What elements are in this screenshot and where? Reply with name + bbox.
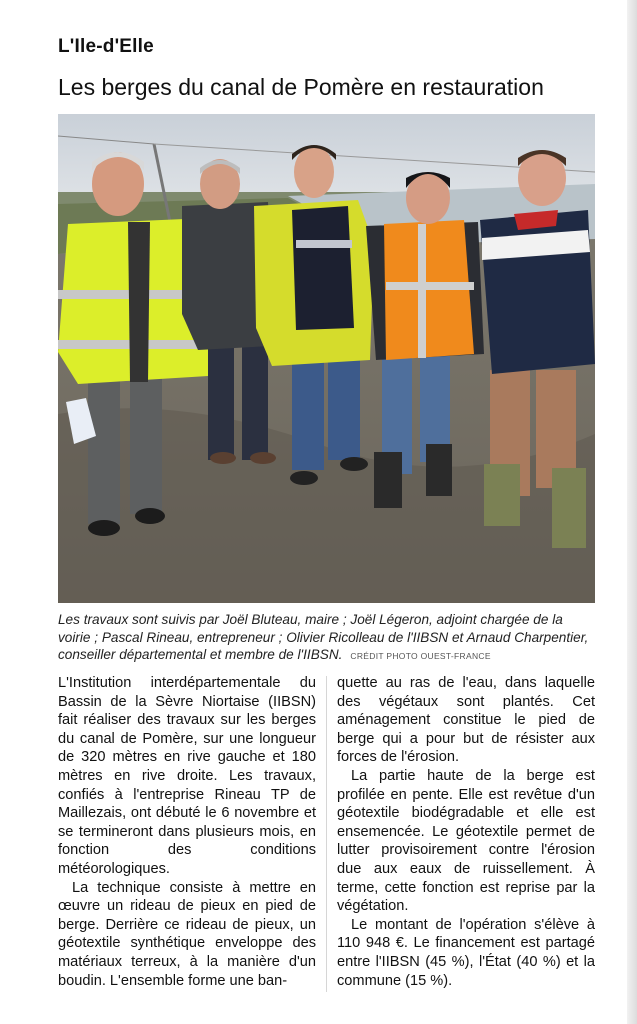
paragraph: La technique consiste à mettre en œuvre un rideau de pieux en pied de berge. Derrière ce rideau de pieux, un géotextile synthétique enveloppe des matériaux terreux, à la manière d'un boudin. L'ensemble forme une ban-: [58, 879, 316, 989]
location-kicker: L'Ile-d'Elle: [58, 36, 154, 57]
paragraph: La partie haute de la berge est profilée en pente. Elle est revêtue d'un géotextile biodégradable et elle est ensemencée. Le géotextile permet de lutter provisoirement contre l'érosion due aux eaux de ruissellement. À terme, cette fonction est reprise par la végétation.: [337, 767, 595, 915]
article-headline: Les berges du canal de Pomère en restauration: [58, 74, 544, 100]
paragraph: quette au ras de l'eau, dans laquelle des végétaux sont plantés. Cet aménagement constitue le pied de berge qui a pour but de résister aux forces de l'érosion.: [337, 675, 595, 766]
photo-credit: CRÉDIT PHOTO OUEST-FRANCE: [350, 651, 491, 661]
paragraph: Le montant de l'opération s'élève à 110 948 €. Le financement est partagé entre l'IIBSN (45 %), l'État (40 %) et la commune (15 %).: [337, 916, 595, 989]
paragraph: L'Institution interdépartementale du Bassin de la Sèvre Niortaise (IIBSN) fait réaliser des travaux sur les berges du canal de Pomère, sur une longueur de 320 mètres en rive gauche et 180 mètres en rive droite. Les travaux, confiés à l'entreprise Rineau TP de Maillezais, ont débuté le 6 novembre et se termineront dans plusieurs mois, en fonction des conditions météorologiques.: [58, 675, 316, 877]
page-edge: [627, 0, 637, 1024]
photo-caption: [58, 611, 598, 666]
article-column-1: [58, 674, 316, 990]
caption-text: Les travaux sont suivis par Joël Bluteau, maire ; Joël Légeron, adjoint chargée de la voirie ; Pascal Rineau, entrepreneur ; Olivier Ricolleau de l'IIBSN et Arnaud Charpentier, conseiller départemental et membre de l'IIBSN.: [58, 612, 589, 662]
article-photo: [58, 114, 595, 603]
photo-illustration: [58, 114, 595, 603]
column-divider: [326, 676, 327, 992]
article-column-2: [337, 674, 595, 990]
